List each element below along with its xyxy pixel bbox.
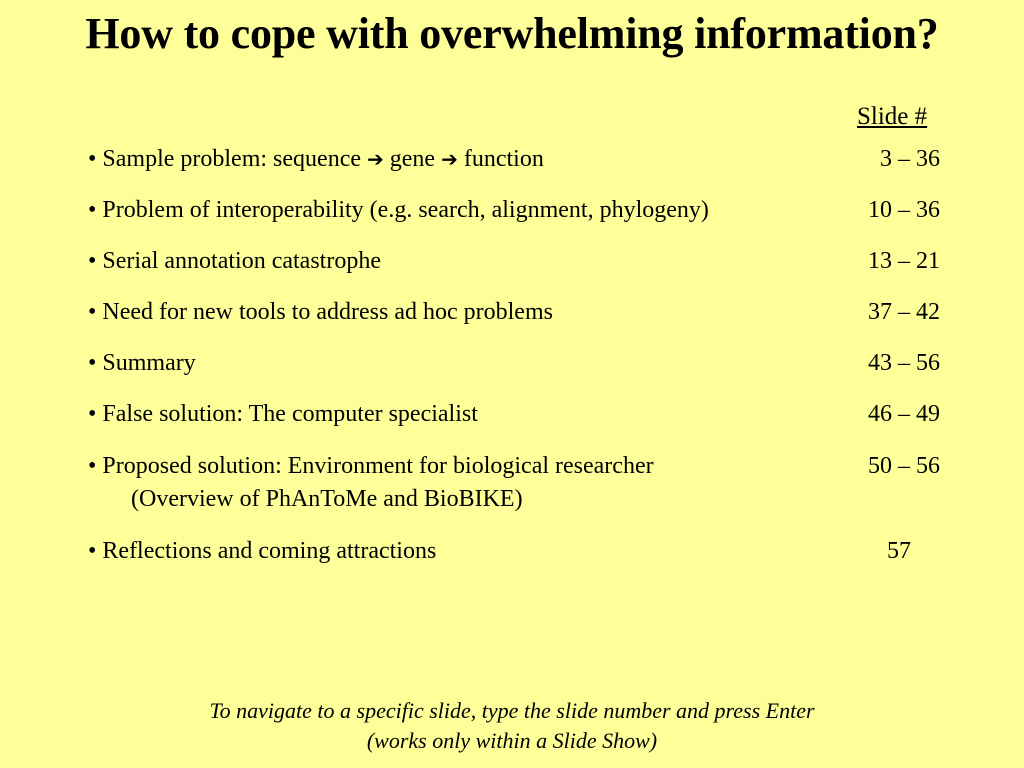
navigation-hint-note: (works only within a Slide Show) [366,728,658,753]
bullet: • [88,453,97,479]
agenda-item-sample-problem[interactable] [88,146,544,173]
agenda-item-text: False solution: The computer specialist [102,401,478,427]
slide-range: 57 [887,538,911,564]
slide-title: How to cope with overwhelming information? [85,9,939,58]
slide-range: 10 – 36 [868,197,940,223]
agenda-item-serial-annotation[interactable] [88,248,381,275]
arrow-right-icon: ➔ [367,147,384,171]
agenda-item-new-tools[interactable] [88,299,553,326]
agenda-item-text: Sample problem: sequence [102,146,361,172]
bullet: • [88,299,97,325]
slide-range: 37 – 42 [868,299,940,325]
arrow-right-icon: ➔ [441,147,458,171]
agenda-item-false-solution[interactable] [88,401,478,428]
agenda-item-text: function [463,146,544,172]
bullet: • [88,197,97,223]
agenda-item-proposed-solution[interactable] [88,453,654,480]
agenda-item-text: Reflections and coming attractions [102,538,437,564]
bullet: • [88,350,97,376]
slide-range: 46 – 49 [868,401,940,427]
agenda-item-text: Need for new tools to address ad hoc problems [102,299,553,325]
bullet: • [88,538,97,564]
bullet: • [88,401,97,427]
agenda-item-text: Summary [102,350,196,376]
agenda-item-subtext: (Overview of PhAnToMe and BioBIKE) [131,486,523,512]
slide-range: 43 – 56 [868,350,940,376]
slide-number-column-header: Slide # [857,103,928,130]
slide-range: 50 – 56 [868,453,940,479]
agenda-item-reflections[interactable] [88,538,436,565]
agenda-item-interoperability[interactable] [88,197,709,224]
agenda-item-summary[interactable] [88,350,196,377]
slide-range: 3 – 36 [880,146,940,172]
bullet: • [88,146,97,172]
agenda-item-text: gene [389,146,436,172]
slide-range: 13 – 21 [868,248,940,274]
bullet: • [88,248,97,274]
agenda-item-text: Proposed solution: Environment for biological researcher [102,453,654,479]
navigation-hint: To navigate to a specific slide, type the slide number and press Enter [209,698,815,723]
agenda-item-text: Serial annotation catastrophe [102,248,381,274]
agenda-item-text: Problem of interoperability (e.g. search, alignment, phylogeny) [102,197,709,223]
